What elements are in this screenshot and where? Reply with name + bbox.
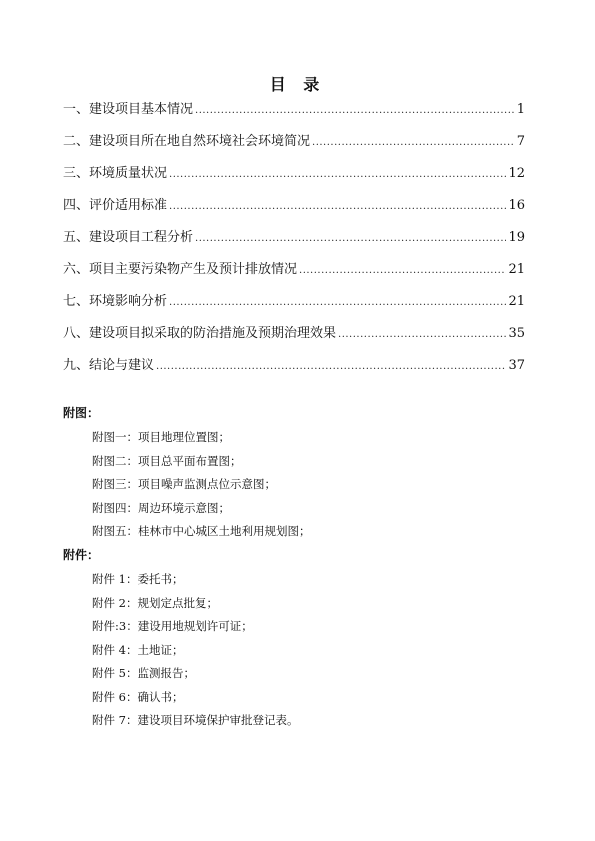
figures-heading: 附图： [63,406,100,420]
toc-entry-page: 21 [508,262,525,277]
toc-leader-dots [169,297,506,308]
toc-entry-page: 21 [508,294,525,309]
toc-entry[interactable] [63,194,525,226]
attachment-item: 附件 5：监测报告； [92,666,195,680]
toc-entry[interactable] [63,98,525,130]
toc-leader-dots [338,329,506,340]
toc-entry-label: 一、建设项目基本情况 [63,102,194,117]
attachment-item: 附件 4：土地证； [92,642,184,657]
toc-leader-dots [299,265,506,276]
toc-entry-page: 19 [508,230,525,245]
toc-entry[interactable] [63,354,525,386]
attachment-item: 附件 6：确认书； [92,689,184,704]
attachments-heading: 附件： [63,548,100,562]
attachments-list [92,568,298,733]
toc-entry-label: 六、项目主要污染物产生及预计排放情况 [63,262,298,277]
toc-entry-page: 35 [508,326,525,341]
toc-entry-page: 12 [508,166,525,181]
toc-entry-page: 7 [516,134,525,149]
figure-item: 附图三：项目噪声监测点位示意图； [92,477,276,491]
attachment-item: 附件 7：建设项目环境保护审批登记表。 [92,713,299,727]
attachment-item: 附件:3：建设用地规划许可证； [92,619,253,633]
toc-entry-page: 1 [516,102,525,117]
toc-title: 目 录 [269,75,326,94]
toc-leader-dots [195,105,515,116]
toc-leader-dots [312,137,515,148]
toc-entry[interactable] [63,322,525,354]
toc-entry-label: 七、环境影响分析 [63,294,168,309]
toc-entry[interactable] [63,226,525,258]
toc-entry[interactable] [63,130,525,162]
toc-entry[interactable] [63,258,525,290]
toc-entry[interactable] [63,290,525,322]
toc-entry-label: 三、环境质量状况 [63,166,168,181]
toc-leader-dots [169,201,506,212]
figure-item: 附图一：项目地理位置图； [92,430,230,444]
attachment-item: 附件 2：规划定点批复； [92,595,218,610]
figures-list [92,426,311,544]
toc-entry-label: 五、建设项目工程分析 [63,230,194,245]
toc-entry-label: 二、建设项目所在地自然环境社会环境简况 [63,134,311,149]
attachment-item: 附件 1：委托书； [92,572,184,586]
toc-leader-dots [195,233,506,244]
toc-entry[interactable] [63,162,525,194]
toc-entry-page: 16 [508,198,525,213]
figure-item: 附图四：周边环境示意图； [92,500,230,515]
figure-item: 附图五：桂林市中心城区土地利用规划图； [92,524,311,538]
figure-item: 附图二：项目总平面布置图； [92,453,242,468]
toc-entry-label: 八、建设项目拟采取的防治措施及预期治理效果 [63,326,337,341]
toc-entry-label: 九、结论与建议 [63,358,155,373]
toc-entry-label: 四、评价适用标准 [63,198,168,213]
toc-leader-dots [156,361,506,372]
toc-entry-page: 37 [508,358,525,373]
toc-leader-dots [169,169,506,180]
table-of-contents [63,98,525,386]
